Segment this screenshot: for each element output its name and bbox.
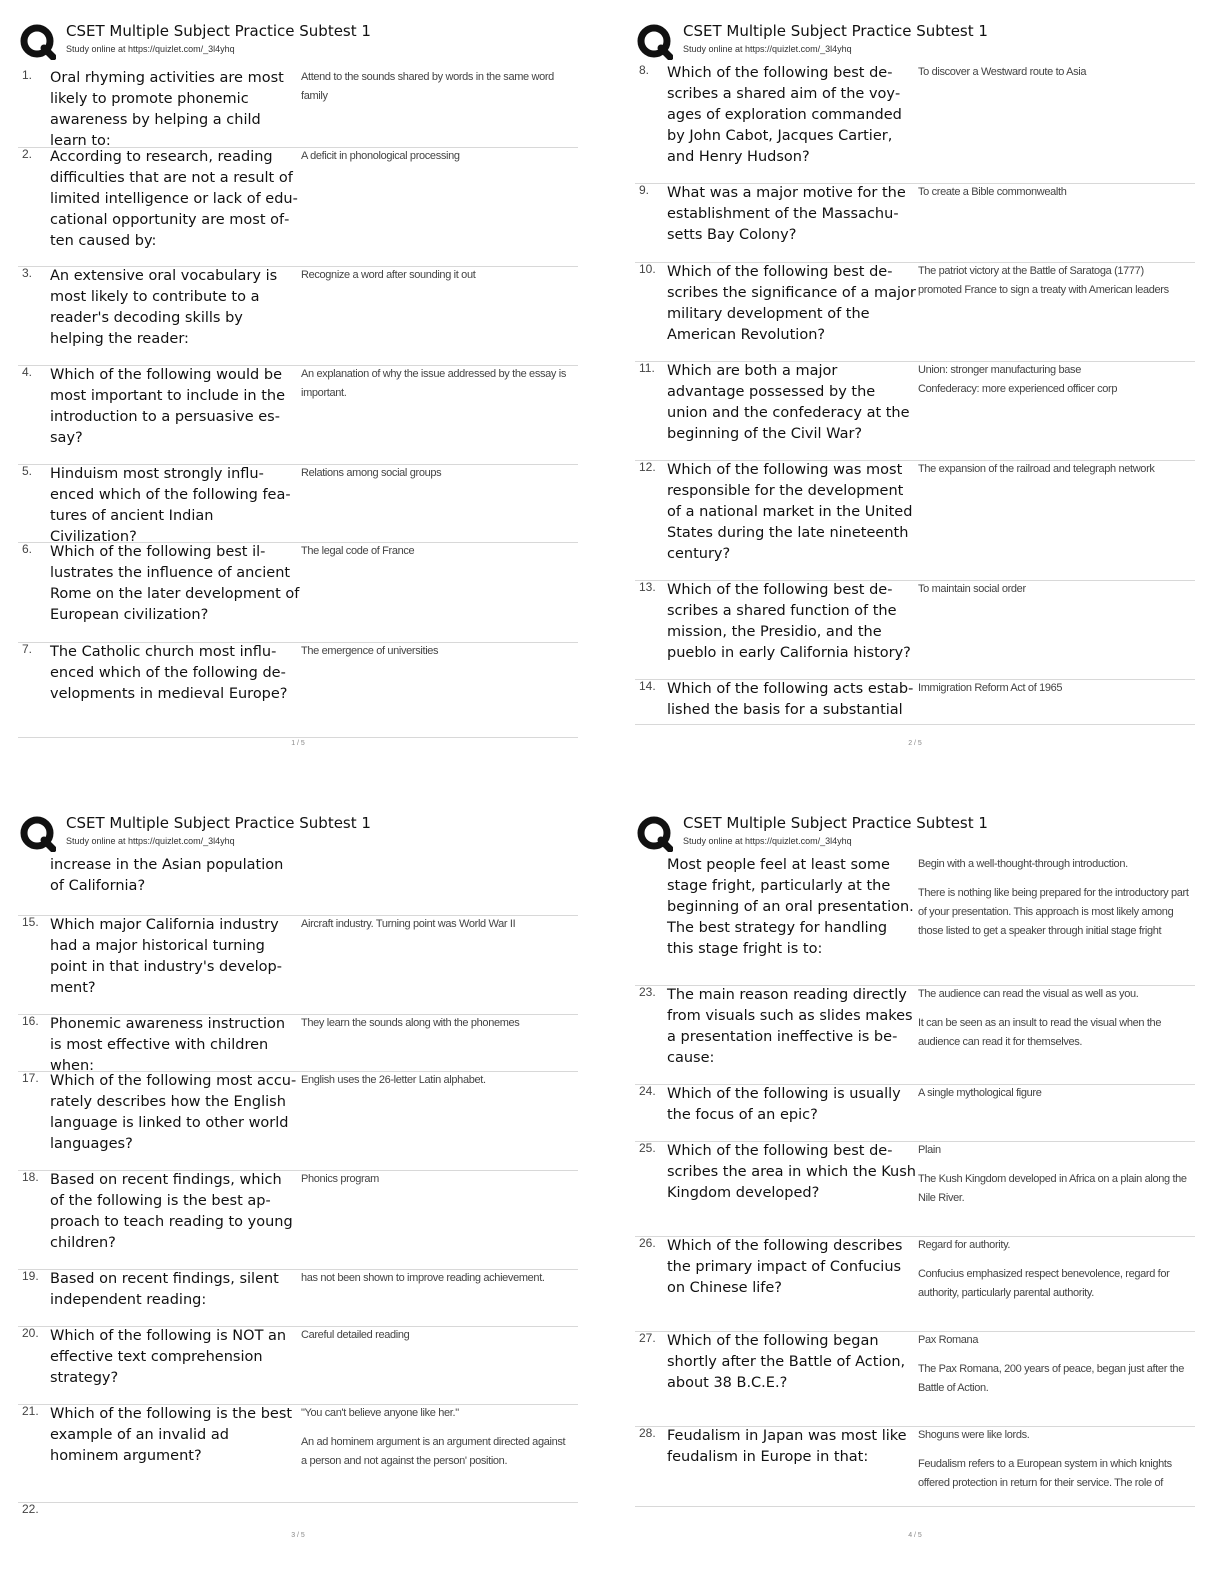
question-number: 13. — [639, 580, 656, 594]
question-row — [18, 68, 578, 148]
answer-block — [301, 1071, 573, 1090]
answer-explanation: An ad hominem argument is an argument directed against a person and not against the person' position. — [301, 1436, 566, 1467]
question-number: 17. — [22, 1071, 39, 1085]
question-text: Which of the following began shortly after the Battle of Action, about 38 B.C.E.? — [667, 1333, 906, 1391]
answer-text: To maintain social order — [918, 583, 1026, 595]
study-link[interactable]: Study online at https://quizlet.com/_3l4yhq — [66, 44, 235, 54]
question-number: 19. — [22, 1269, 39, 1283]
answer-text: Recognize a word after sounding it out — [301, 269, 476, 281]
question-number: 24. — [639, 1084, 656, 1098]
question-text: Which of the following best describes a shared function of the mission, the Presidio, and the pueblo in early California history? — [667, 582, 911, 661]
answer-text: The legal code of France — [301, 545, 415, 557]
question-text: Based on recent findings, silent independent reading: — [50, 1271, 279, 1308]
question-text: What was a major motive for the establishment of the Massachusetts Bay Colony? — [667, 185, 906, 243]
question-row — [635, 183, 1195, 263]
question-row — [635, 580, 1195, 680]
answer-block — [918, 262, 1190, 300]
page-title: CSET Multiple Subject Practice Subtest 1 — [683, 814, 988, 832]
page-title: CSET Multiple Subject Practice Subtest 1 — [66, 814, 371, 832]
question-text: Which of the following would be most important to include in the introduction to a persuasive essay? — [50, 367, 286, 446]
answer-block — [918, 183, 1190, 202]
question-number: 15. — [22, 915, 39, 929]
question-number: 6. — [22, 542, 33, 556]
page-header — [18, 812, 578, 856]
answer-text: A single mythological figure — [918, 1087, 1042, 1099]
question-number: 7. — [22, 642, 33, 656]
answer-text: Relations among social groups — [301, 467, 442, 479]
question-row — [635, 361, 1195, 461]
answer-block — [301, 1404, 573, 1471]
answer-text: has not been shown to improve reading achievement. — [301, 1272, 545, 1284]
question-row — [18, 1170, 578, 1270]
answer-block — [918, 855, 1190, 941]
page-footer: 3 / 5 — [291, 1532, 305, 1539]
answer-block — [301, 365, 573, 403]
question-number: 11. — [639, 361, 655, 375]
answer-block — [918, 580, 1190, 599]
question-text: An extensive oral vocabulary is most likely to contribute to a reader's decoding skills by helping the reader: — [50, 268, 278, 347]
question-text: Which of the following was most responsible for the development of a national market in the United States during the late nineteenth century? — [667, 462, 913, 562]
answer-text: "You can't believe anyone like her." — [301, 1407, 459, 1419]
question-row — [18, 147, 578, 267]
question-row — [18, 1404, 578, 1503]
answer-text: Attend to the sounds shared by words in the same word family — [301, 71, 554, 102]
answer-block — [918, 679, 1190, 698]
answer-text: The emergence of universities — [301, 645, 439, 657]
answer-text: Immigration Reform Act of 1965 — [918, 682, 1063, 694]
question-number: 3. — [22, 266, 33, 280]
question-row — [18, 1071, 578, 1171]
question-number: 1. — [22, 68, 33, 82]
study-link[interactable]: Study online at https://quizlet.com/_3l4yhq — [66, 836, 235, 846]
question-row — [635, 1084, 1195, 1142]
answer-text: English uses the 26-letter Latin alphabet. — [301, 1074, 486, 1086]
question-row — [18, 915, 578, 1015]
answer-text: Pax Romana — [918, 1334, 979, 1346]
question-row — [18, 1502, 578, 1522]
page-title: CSET Multiple Subject Practice Subtest 1 — [66, 22, 371, 40]
answer-text: Union: stronger manufacturing base Confederacy: more experienced officer corp — [918, 364, 1118, 395]
question-number: 12. — [639, 460, 656, 474]
question-text: Based on recent findings, which of the following is the best approach to teach reading to young children? — [50, 1172, 293, 1251]
answer-block — [918, 361, 1190, 399]
answer-text: They learn the sounds along with the phonemes — [301, 1017, 520, 1029]
question-row — [18, 1014, 578, 1072]
question-number: 10. — [639, 262, 656, 276]
question-text: Oral rhyming activities are most likely to promote phonemic awareness by helping a child learn to: — [50, 70, 284, 149]
question-row — [635, 679, 1195, 725]
answer-block — [301, 1269, 573, 1288]
question-row — [18, 855, 578, 916]
question-number: 5. — [22, 464, 33, 478]
question-text: According to research, reading difficulties that are not a result of limited intelligence or lack of educational opportunity are most often caused by: — [50, 149, 298, 249]
question-text: Hinduism most strongly influenced which of the following features of ancient Indian Civilization? — [50, 466, 291, 545]
page-header — [18, 20, 578, 64]
answer-explanation: Confucius emphasized respect benevolence, regard for authority, particularly parental authority. — [918, 1268, 1170, 1299]
document-page — [18, 20, 578, 800]
question-number: 9. — [639, 183, 650, 197]
question-text: increase in the Asian population of California? — [50, 857, 284, 894]
answer-block — [301, 147, 573, 166]
question-number: 22. — [22, 1502, 39, 1516]
question-number: 4. — [22, 365, 33, 379]
question-row — [635, 985, 1195, 1085]
page-header — [635, 812, 1195, 856]
question-number: 26. — [639, 1236, 656, 1250]
page-footer: 1 / 5 — [291, 740, 305, 747]
question-text: Which of the following is usually the focus of an epic? — [667, 1086, 901, 1123]
question-text: The main reason reading directly from visuals such as slides makes a presentation ineffective is because: — [667, 987, 913, 1066]
answer-block — [918, 1426, 1190, 1493]
answer-text: Careful detailed reading — [301, 1329, 410, 1341]
quizlet-logo-icon — [637, 816, 673, 852]
document-page — [635, 20, 1195, 800]
question-text: Which of the following is NOT an effective text comprehension strategy? — [50, 1328, 287, 1386]
question-row — [635, 63, 1195, 184]
question-row — [18, 542, 578, 643]
page-header — [635, 20, 1195, 64]
study-link[interactable]: Study online at https://quizlet.com/_3l4yhq — [683, 44, 852, 54]
question-row — [18, 642, 578, 738]
question-number: 18. — [22, 1170, 39, 1184]
answer-explanation: It can be seen as an insult to read the visual when the audience can read it for themselves. — [918, 1017, 1162, 1048]
question-number: 2. — [22, 147, 33, 161]
question-number: 16. — [22, 1014, 39, 1028]
answer-text: The patriot victory at the Battle of Saratoga (1777) promoted France to sign a treaty with American leaders — [918, 265, 1169, 296]
answer-block — [301, 68, 573, 106]
answer-block — [301, 542, 573, 561]
question-text: Feudalism in Japan was most like feudalism in Europe in that: — [667, 1428, 907, 1465]
question-row — [18, 365, 578, 465]
page-title: CSET Multiple Subject Practice Subtest 1 — [683, 22, 988, 40]
answer-block — [918, 985, 1190, 1052]
answer-text: Regard for authority. — [918, 1239, 1011, 1251]
answer-text: Shoguns were like lords. — [918, 1429, 1030, 1441]
answer-text: Phonics program — [301, 1173, 379, 1185]
question-row — [635, 1331, 1195, 1427]
page-footer: 2 / 5 — [908, 740, 922, 747]
answer-block — [918, 1084, 1190, 1103]
answer-explanation: The Kush Kingdom developed in Africa on a plain along the Nile River. — [918, 1173, 1187, 1204]
question-number: 28. — [639, 1426, 656, 1440]
document-page — [18, 812, 578, 1592]
quizlet-logo-icon — [637, 24, 673, 60]
answer-block — [918, 1236, 1190, 1303]
question-text: Which are both a major advantage possessed by the union and the confederacy at the beginning of the Civil War? — [667, 363, 910, 442]
question-row — [18, 266, 578, 366]
answer-text: A deficit in phonological processing — [301, 150, 460, 162]
answer-explanation: Feudalism refers to a European system in which knights offered protection in return for their service. The role of — [918, 1458, 1172, 1489]
page-footer: 4 / 5 — [908, 1532, 922, 1539]
question-number: 25. — [639, 1141, 656, 1155]
answer-text: Begin with a well-thought-through introduction. — [918, 858, 1128, 870]
question-number: 21. — [22, 1404, 39, 1418]
answer-block — [301, 464, 573, 483]
answer-text: To discover a Westward route to Asia — [918, 66, 1087, 78]
question-text: Which of the following best describes the area in which the Kush Kingdom developed? — [667, 1143, 916, 1201]
answer-block — [301, 266, 573, 285]
question-number: 14. — [639, 679, 656, 693]
question-row — [18, 464, 578, 543]
answer-block — [918, 63, 1190, 82]
answer-text: The audience can read the visual as well as you. — [918, 988, 1139, 1000]
answer-explanation: The Pax Romana, 200 years of peace, began just after the Battle of Action. — [918, 1363, 1184, 1394]
answer-block — [918, 460, 1190, 479]
question-row — [635, 1236, 1195, 1332]
answer-block — [301, 1014, 573, 1033]
question-number: 8. — [639, 63, 650, 77]
answer-block — [301, 642, 573, 661]
question-text: Which major California industry had a major historical turning point in that industry's development? — [50, 917, 282, 996]
question-row — [18, 1269, 578, 1327]
quizlet-logo-icon — [20, 816, 56, 852]
question-row — [635, 855, 1195, 986]
question-row — [18, 1326, 578, 1405]
question-text: The Catholic church most influenced which of the following developments in medieval Europe? — [50, 644, 288, 702]
question-text: Which of the following describes the primary impact of Confucius on Chinese life? — [667, 1238, 903, 1296]
answer-block — [301, 1170, 573, 1189]
question-row — [635, 1426, 1195, 1507]
question-row — [635, 262, 1195, 362]
document-page — [635, 812, 1195, 1592]
answer-block — [301, 915, 573, 934]
answer-text: To create a Bible commonwealth — [918, 186, 1067, 198]
question-row — [635, 1141, 1195, 1237]
answer-text: Plain — [918, 1144, 941, 1156]
question-number: 23. — [639, 985, 656, 999]
quizlet-logo-icon — [20, 24, 56, 60]
answer-text: An explanation of why the issue addressed by the essay is important. — [301, 368, 566, 399]
question-text: Which of the following best describes a shared aim of the voyages of exploration commanded by John Cabot, Jacques Cartier, and Henry Hudson? — [667, 65, 902, 165]
study-link[interactable]: Study online at https://quizlet.com/_3l4yhq — [683, 836, 852, 846]
answer-block — [918, 1141, 1190, 1208]
question-text: Which of the following acts established the basis for a substantial — [667, 681, 914, 718]
answer-block — [301, 1326, 573, 1345]
answer-text: The expansion of the railroad and telegraph network — [918, 463, 1155, 475]
question-row — [635, 460, 1195, 581]
question-text: Phonemic awareness instruction is most effective with children when: — [50, 1016, 286, 1074]
question-text: Most people feel at least some stage fright, particularly at the beginning of an oral presentation. The best strategy for handling this stage fright is to: — [667, 857, 914, 957]
question-text: Which of the following best illustrates the influence of ancient Rome on the later development of European civilization? — [50, 544, 300, 623]
question-text: Which of the following is the best example of an invalid ad hominem argument? — [50, 1406, 293, 1464]
question-text: Which of the following best describes the significance of a major military development of the American Revolution? — [667, 264, 916, 343]
answer-text: Aircraft industry. Turning point was World War II — [301, 918, 516, 930]
question-number: 20. — [22, 1326, 39, 1340]
question-number: 27. — [639, 1331, 656, 1345]
answer-block — [918, 1331, 1190, 1398]
answer-explanation: There is nothing like being prepared for the introductory part of your presentation. This approach is most likely among those listed to get a speaker through initial stage fright — [918, 887, 1189, 937]
question-text: Which of the following most accurately describes how the English language is linked to other world languages? — [50, 1073, 297, 1152]
